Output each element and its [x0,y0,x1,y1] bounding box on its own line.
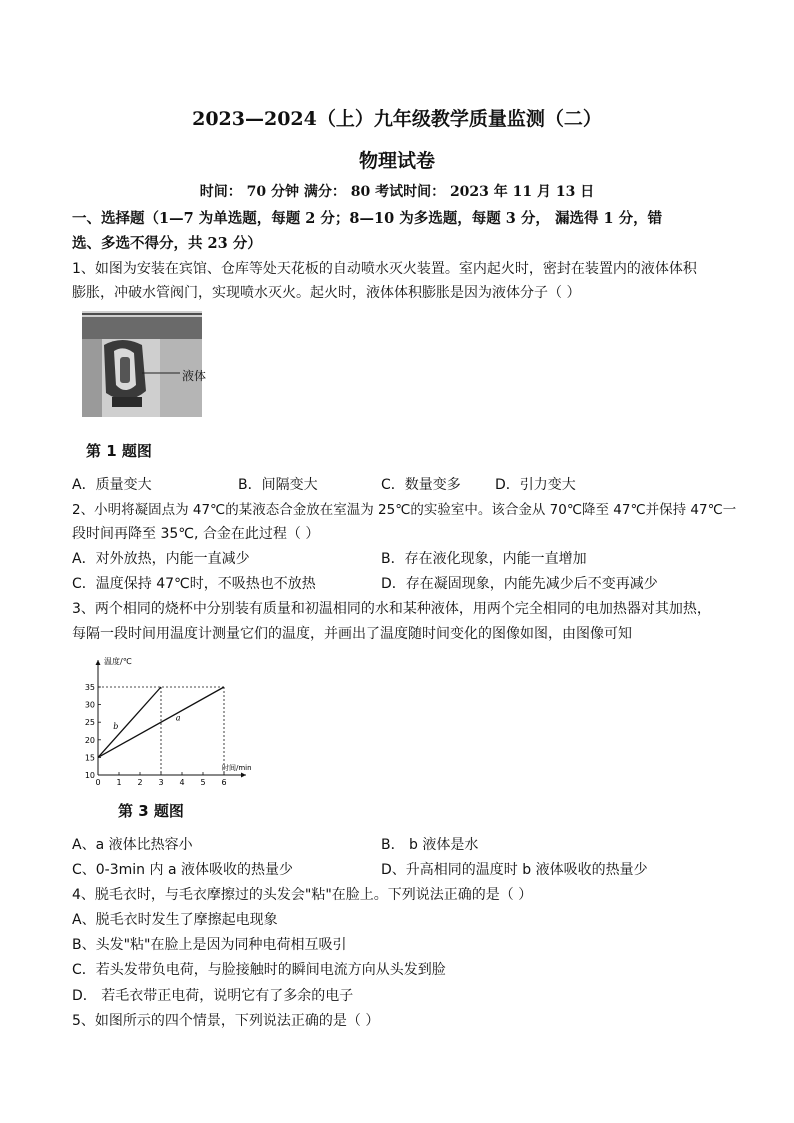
series-line-b [98,687,161,757]
q1-option-a: A．质量变大 [72,477,152,493]
y-tick-label: 35 [84,683,95,692]
x-tick-label: 3 [158,778,164,787]
figure-label: 液体 [182,369,207,383]
y-tick-label: 10 [84,771,95,780]
q5-text: 5、如图所示的四个情景，下列说法正确的是（ ） [72,1013,380,1029]
q1-text: 1、如图为安装在宾馆、仓库等处天花板的自动喷水灭火装置。室内起火时，密封在装置内的液体体积 [72,261,697,277]
q2-option-c: C．温度保持 47℃时，不吸热也不放热 [72,576,316,592]
q3-option-a: A、a 液体比热容小 [72,837,193,853]
q1-option-d: D．引力变大 [495,477,576,493]
q2-text: 2、小明将凝固点为 47℃的某液态合金放在室温为 25℃的实验室中。该合金从 70℃降至 47℃并保持 47℃一 [72,502,737,518]
exam-meta: 时间： 70 分钟 满分： 80 考试时间： 2023 年 11 月 13 日 [199,184,595,200]
exam-title: 2023—2024（上）九年级教学质量监测（二） [192,108,602,130]
x-tick-label: 5 [200,778,206,787]
figure-caption: 第 1 题图 [86,442,152,460]
x-axis-label: 时间/min [222,764,252,772]
q3-text: 3、两个相同的烧杯中分别装有质量和初温相同的水和某种液体，用两个完全相同的电加热器对其加热， [72,601,711,617]
y-axis-label: 温度/℃ [104,657,132,666]
x-tick-label: 1 [116,778,122,787]
q3-option-b: B． b 液体是水 [381,837,479,853]
q4-option-d: D． 若毛衣带正电荷，说明它有了多余的电子 [72,988,354,1004]
sprinkler-photo [82,311,202,417]
q1-option-b: B．间隔变大 [238,477,318,493]
y-tick-label: 15 [84,753,95,763]
y-axis-arrow [96,660,101,665]
x-tick-label: 2 [137,778,143,787]
q2-option-a: A．对外放热，内能一直减少 [72,551,250,567]
x-axis-arrow [241,773,246,778]
q3-option-d: D、升高相同的温度时 b 液体吸收的热量少 [381,862,648,878]
exam-subject: 物理试卷 [358,150,435,172]
x-tick-label: 0 [95,778,101,787]
q2-text-cont: 段时间再降至 35℃, 合金在此过程（ ） [72,526,320,542]
chart-caption: 第 3 题图 [118,802,184,820]
section-heading: 一、选择题（1—7 为单选题，每题 2 分；8—10 为多选题，每题 3 分， 漏选得 1 分，错 [72,210,663,227]
q1-text-cont: 膨胀，冲破水管阀门，实现喷水灭火。起火时，液体体积膨胀是因为液体分子（ ） [72,285,581,301]
q4-text: 4、脱毛衣时，与毛衣摩擦过的头发会"粘"在脸上。下列说法正确的是（ ） [72,887,533,903]
y-tick-label: 30 [84,700,95,710]
q4-option-c: C．若头发带负电荷，与脸接触时的瞬间电流方向从头发到脸 [72,962,446,978]
x-tick-label: 6 [221,778,227,787]
q2-option-d: D．存在凝固现象，内能先减少后不变再减少 [381,576,658,592]
q1-option-c: C．数量变多 [381,477,461,493]
section-heading-cont: 选、多选不得分，共 23 分） [72,235,262,252]
q4-option-b: B、头发"粘"在脸上是因为同种电荷相互吸引 [72,937,347,953]
series-label-b: b [113,722,119,732]
q2-option-b: B．存在液化现象，内能一直增加 [381,551,587,567]
series-label-a: a [175,713,181,723]
temperature-chart [82,652,252,792]
q3-text-cont: 每隔一段时间用温度计测量它们的温度，并画出了温度随时间变化的图像如图，由图像可知 [72,626,632,642]
y-tick-label: 20 [84,735,95,745]
q4-option-a: A、脱毛衣时发生了摩擦起电现象 [72,912,278,928]
x-tick-label: 4 [179,778,185,787]
q3-option-c: C、0-3min 内 a 液体吸收的热量少 [72,862,293,878]
y-tick-label: 25 [84,718,95,728]
